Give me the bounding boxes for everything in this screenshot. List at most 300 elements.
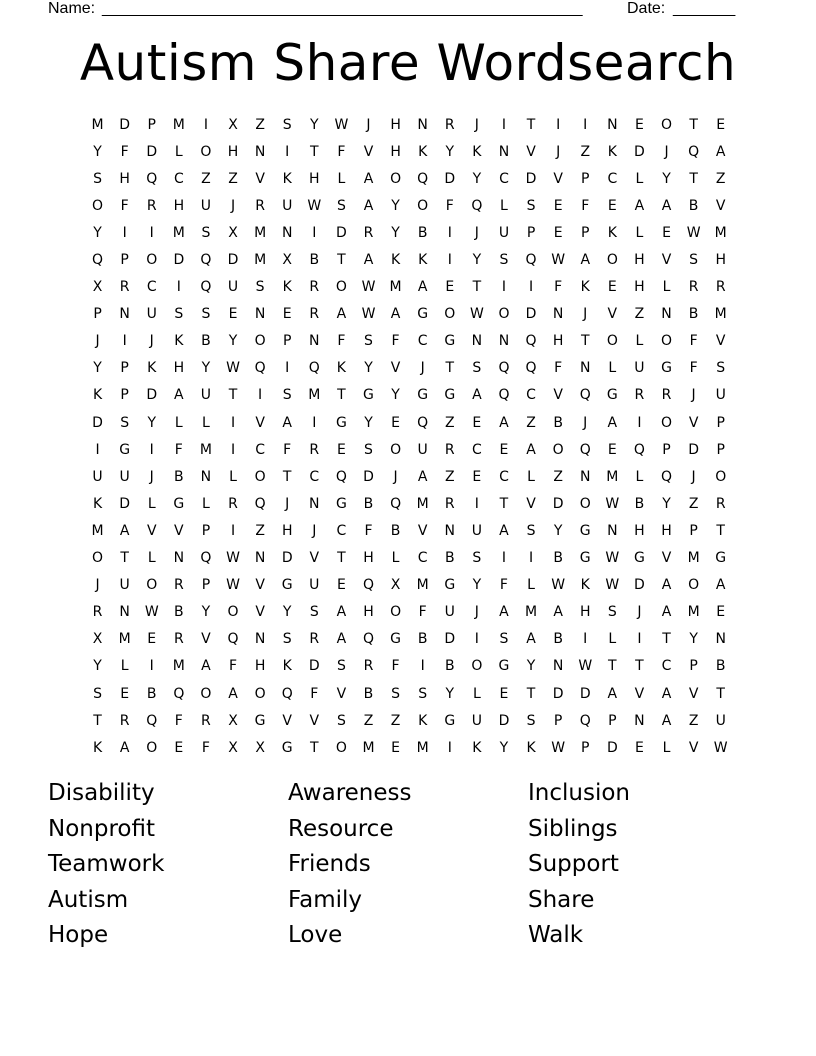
grid-letter: A: [336, 631, 347, 648]
grid-letter: G: [119, 441, 131, 458]
grid-letter: K: [418, 143, 428, 160]
grid-letter: I: [474, 631, 479, 648]
grid-letter: B: [363, 495, 374, 512]
grid-letter: T: [716, 522, 725, 539]
grid-letter: R: [228, 495, 238, 512]
grid-letter: G: [444, 712, 456, 729]
grid-letter: G: [335, 495, 347, 512]
word-list-item: Siblings: [528, 815, 618, 842]
grid-letter: N: [254, 306, 266, 323]
grid-letter: V: [715, 197, 726, 214]
grid-letter: J: [583, 414, 588, 431]
grid-letter: Q: [633, 441, 645, 458]
grid-letter: Z: [444, 414, 455, 431]
grid-letter: F: [581, 197, 590, 214]
grid-letter: Z: [688, 495, 699, 512]
word-list-item: Love: [288, 922, 343, 948]
grid-letter: M: [254, 252, 267, 269]
grid-letter: U: [471, 712, 482, 729]
grid-letter: Z: [390, 712, 401, 729]
grid-letter: U: [92, 468, 103, 485]
grid-letter: E: [336, 441, 346, 458]
grid-letter: K: [418, 252, 428, 269]
grid-letter: A: [174, 387, 184, 404]
grid-letter: N: [715, 631, 726, 648]
grid-letter: D: [525, 306, 537, 323]
grid-letter: M: [714, 224, 727, 241]
grid-letter: H: [173, 197, 185, 214]
grid-letter: J: [474, 116, 479, 133]
grid-letter: L: [174, 414, 183, 431]
grid-letter: C: [309, 468, 320, 485]
grid-letter: V: [553, 170, 563, 187]
grid-letter: S: [120, 414, 130, 431]
grid-letter: R: [309, 441, 320, 458]
grid-letter: L: [120, 658, 129, 675]
grid-letter: R: [363, 224, 374, 241]
grid-letter: B: [634, 495, 645, 512]
grid-letter: J: [393, 468, 398, 485]
letter-grid: [84, 111, 734, 761]
grid-letter: D: [688, 441, 699, 458]
grid-letter: O: [254, 685, 266, 702]
grid-letter: O: [227, 604, 239, 621]
grid-letter: O: [661, 414, 673, 431]
grid-letter: Y: [228, 333, 238, 350]
grid-letter: M: [308, 387, 321, 404]
grid-letter: K: [282, 170, 292, 187]
grid-letter: Q: [579, 441, 591, 458]
grid-letter: U: [471, 522, 482, 539]
grid-letter: A: [228, 685, 238, 702]
grid-letter: N: [579, 468, 591, 485]
grid-letter: D: [606, 739, 618, 756]
grid-letter: Q: [281, 685, 293, 702]
grid-letter: M: [416, 495, 429, 512]
grid-letter: E: [634, 739, 644, 756]
page-title: Autism Share Wordsearch: [79, 34, 737, 92]
word-list-item: Walk: [528, 922, 584, 948]
grid-letter: O: [92, 197, 104, 214]
grid-letter: C: [255, 441, 265, 458]
grid-letter: S: [526, 522, 536, 539]
grid-letter: J: [312, 522, 317, 539]
grid-letter: Z: [715, 170, 726, 187]
grid-letter: O: [471, 658, 483, 675]
grid-letter: Q: [308, 360, 320, 377]
grid-letter: L: [635, 333, 644, 350]
grid-letter: H: [634, 252, 645, 269]
grid-letter: L: [202, 414, 210, 431]
grid-letter: N: [254, 631, 266, 648]
grid-letter: Q: [227, 631, 239, 648]
grid-letter: Q: [362, 631, 374, 648]
grid-letter: H: [634, 522, 645, 539]
grid-letter: W: [605, 550, 620, 567]
grid-letter: A: [661, 197, 672, 214]
grid-letter: B: [146, 685, 157, 702]
grid-letter: I: [637, 631, 642, 648]
grid-letter: X: [92, 631, 103, 648]
word-list-item: Family: [288, 886, 363, 913]
grid-letter: H: [363, 550, 374, 567]
grid-letter: F: [391, 333, 400, 350]
grid-letter: V: [661, 252, 672, 269]
grid-letter: S: [364, 333, 373, 350]
grid-letter: R: [444, 495, 455, 512]
grid-letter: O: [661, 333, 673, 350]
grid-letter: N: [417, 116, 428, 133]
grid-letter: U: [444, 604, 455, 621]
grid-letter: Q: [525, 333, 537, 350]
grid-letter: Q: [200, 550, 212, 567]
grid-letter: A: [580, 252, 591, 269]
grid-letter: M: [91, 116, 104, 133]
grid-letter: W: [551, 739, 566, 756]
grid-letter: H: [661, 522, 672, 539]
grid-letter: Q: [146, 170, 158, 187]
grid-letter: L: [527, 577, 535, 594]
grid-letter: L: [635, 468, 644, 485]
grid-letter: N: [309, 333, 320, 350]
grid-letter: K: [418, 712, 428, 729]
grid-letter: O: [146, 252, 158, 269]
grid-letter: B: [553, 414, 563, 431]
grid-letter: E: [634, 116, 644, 133]
grid-letter: T: [526, 685, 536, 702]
grid-letter: T: [337, 252, 346, 269]
grid-letter: Y: [391, 387, 400, 404]
grid-letter: K: [472, 739, 482, 756]
grid-letter: E: [391, 414, 400, 431]
grid-letter: A: [553, 604, 563, 621]
grid-letter: N: [498, 333, 510, 350]
grid-letter: K: [526, 739, 536, 756]
grid-letter: O: [606, 333, 618, 350]
grid-letter: S: [607, 604, 617, 621]
grid-letter: Y: [445, 143, 455, 160]
grid-letter: D: [634, 577, 645, 594]
grid-letter: F: [201, 739, 210, 756]
grid-letter: S: [282, 631, 292, 648]
grid-letter: I: [312, 414, 317, 431]
grid-letter: F: [174, 441, 183, 458]
grid-letter: A: [634, 197, 645, 214]
grid-letter: D: [634, 143, 645, 160]
grid-letter: H: [281, 522, 293, 539]
grid-letter: X: [228, 712, 238, 729]
grid-letter: L: [635, 170, 644, 187]
grid-letter: Q: [498, 360, 510, 377]
grid-letter: K: [607, 143, 617, 160]
grid-letter: R: [173, 577, 184, 594]
grid-letter: F: [174, 712, 183, 729]
grid-letter: Y: [499, 739, 509, 756]
grid-letter: K: [92, 739, 103, 756]
word-list-item: Disability: [48, 780, 155, 806]
grid-letter: H: [363, 604, 374, 621]
grid-letter: G: [444, 333, 456, 350]
grid-letter: U: [227, 279, 239, 296]
grid-letter: O: [444, 306, 456, 323]
grid-letter: N: [200, 468, 212, 485]
grid-letter: W: [361, 306, 376, 323]
grid-letter: R: [309, 306, 320, 323]
grid-letter: Y: [282, 604, 292, 621]
date-blank-line: _______: [673, 0, 736, 17]
grid-letter: X: [255, 739, 265, 756]
grid-letter: W: [307, 197, 322, 214]
grid-letter: T: [689, 170, 698, 187]
grid-letter: U: [634, 360, 645, 377]
grid-letter: E: [716, 604, 726, 621]
grid-letter: I: [474, 495, 479, 512]
grid-letter: Z: [255, 522, 265, 539]
grid-letter: F: [554, 360, 563, 377]
grid-letter: S: [499, 252, 509, 269]
grid-letter: R: [201, 712, 211, 729]
grid-letter: O: [606, 252, 618, 269]
grid-letter: K: [390, 252, 401, 269]
grid-letter: P: [147, 116, 156, 133]
grid-letter: H: [579, 604, 591, 621]
grid-letter: G: [715, 550, 727, 567]
grid-letter: W: [226, 577, 240, 594]
grid-letter: O: [335, 279, 347, 296]
grid-letter: B: [363, 685, 374, 702]
grid-letter: Y: [553, 522, 563, 539]
grid-letter: W: [713, 739, 728, 756]
grid-letter: O: [254, 333, 266, 350]
grid-letter: T: [337, 387, 346, 404]
grid-letter: Y: [310, 116, 319, 133]
grid-letter: C: [417, 333, 428, 350]
grid-letter: V: [661, 550, 672, 567]
grid-letter: C: [471, 441, 482, 458]
grid-letter: S: [93, 685, 102, 702]
grid-letter: P: [282, 333, 292, 350]
grid-letter: M: [91, 522, 104, 539]
grid-letter: Y: [364, 360, 373, 377]
grid-letter: Z: [255, 116, 265, 133]
grid-letter: C: [336, 522, 347, 539]
grid-letter: I: [122, 224, 127, 241]
grid-letter: P: [581, 170, 590, 187]
grid-letter: I: [149, 224, 154, 241]
grid-letter: F: [554, 279, 563, 296]
grid-letter: Y: [526, 658, 536, 675]
grid-letter: M: [416, 577, 429, 594]
grid-letter: E: [120, 685, 130, 702]
grid-letter: V: [526, 143, 536, 160]
grid-letter: K: [580, 577, 590, 594]
grid-letter: K: [607, 224, 617, 241]
grid-letter: N: [579, 360, 591, 377]
grid-letter: P: [120, 360, 129, 377]
grid-letter: E: [553, 197, 563, 214]
grid-letter: B: [174, 604, 184, 621]
grid-letter: Y: [662, 495, 671, 512]
header-fields: [48, 0, 748, 20]
grid-letter: Q: [498, 387, 510, 404]
grid-letter: C: [526, 387, 536, 404]
grid-letter: A: [607, 685, 618, 702]
grid-letter: I: [556, 116, 561, 133]
grid-letter: B: [201, 333, 211, 350]
grid-letter: X: [228, 739, 238, 756]
grid-letter: S: [418, 685, 428, 702]
grid-letter: Q: [688, 143, 700, 160]
word-list-item: Resource: [288, 815, 394, 842]
grid-letter: P: [201, 522, 211, 539]
grid-letter: A: [282, 414, 292, 431]
grid-letter: N: [173, 550, 185, 567]
word-list-item: Nonprofit: [48, 815, 155, 842]
word-list-item: Autism: [48, 886, 129, 913]
grid-letter: Q: [335, 468, 347, 485]
grid-letter: Y: [364, 414, 373, 431]
grid-letter: I: [501, 279, 507, 296]
grid-letter: Q: [92, 252, 104, 269]
grid-letter: L: [202, 495, 210, 512]
grid-letter: H: [390, 143, 401, 160]
grid-letter: T: [445, 360, 455, 377]
grid-letter: N: [552, 306, 564, 323]
grid-letter: Y: [93, 143, 102, 160]
grid-letter: G: [363, 387, 374, 404]
grid-letter: I: [258, 387, 263, 404]
grid-letter: A: [417, 468, 428, 485]
grid-letter: A: [417, 279, 428, 296]
grid-letter: J: [556, 143, 561, 160]
grid-letter: L: [635, 224, 644, 241]
grid-letter: C: [661, 658, 672, 675]
grid-letter: J: [420, 360, 425, 377]
grid-letter: R: [715, 495, 726, 512]
grid-letter: M: [172, 224, 185, 241]
grid-letter: R: [715, 279, 726, 296]
grid-letter: J: [95, 577, 100, 594]
grid-letter: I: [285, 360, 290, 377]
grid-letter: Y: [93, 360, 102, 377]
grid-letter: A: [526, 441, 536, 458]
grid-letter: S: [716, 360, 726, 377]
grid-letter: V: [715, 333, 726, 350]
grid-letter: V: [363, 143, 374, 160]
grid-letter: E: [147, 631, 157, 648]
grid-letter: R: [92, 604, 103, 621]
grid-letter: F: [120, 197, 129, 214]
grid-letter: W: [551, 577, 566, 594]
grid-letter: Z: [228, 170, 238, 187]
grid-letter: T: [282, 468, 292, 485]
grid-letter: I: [176, 279, 181, 296]
grid-letter: V: [634, 685, 645, 702]
grid-letter: T: [228, 387, 238, 404]
grid-letter: I: [285, 143, 290, 160]
grid-letter: S: [201, 306, 211, 323]
grid-letter: U: [146, 306, 157, 323]
grid-letter: C: [146, 279, 157, 296]
grid-letter: S: [689, 252, 699, 269]
grid-letter: W: [605, 495, 620, 512]
grid-letter: V: [146, 522, 157, 539]
grid-letter: S: [336, 658, 346, 675]
grid-letter: G: [579, 550, 591, 567]
grid-letter: Z: [553, 468, 563, 485]
grid-letter: H: [254, 658, 266, 675]
grid-letter: V: [688, 414, 699, 431]
grid-letter: I: [447, 252, 452, 269]
grid-letter: O: [146, 577, 158, 594]
grid-letter: E: [662, 224, 671, 241]
grid-letter: S: [93, 170, 102, 187]
grid-letter: F: [689, 360, 698, 377]
grid-letter: W: [334, 116, 349, 133]
grid-letter: M: [389, 279, 402, 296]
grid-letter: I: [447, 224, 452, 241]
grid-letter: L: [174, 143, 183, 160]
grid-letter: L: [500, 197, 508, 214]
grid-letter: V: [309, 712, 320, 729]
grid-letter: N: [281, 224, 293, 241]
grid-letter: Q: [579, 712, 591, 729]
grid-letter: O: [417, 197, 429, 214]
grid-letter: P: [662, 441, 671, 458]
grid-letter: F: [391, 658, 400, 675]
grid-letter: I: [501, 116, 507, 133]
grid-letter: T: [310, 143, 319, 160]
grid-letter: Q: [254, 360, 266, 377]
grid-letter: H: [173, 360, 185, 377]
grid-letter: Y: [472, 577, 482, 594]
grid-letter: I: [203, 116, 208, 133]
grid-letter: U: [715, 387, 726, 404]
grid-letter: A: [363, 170, 374, 187]
grid-letter: M: [172, 658, 185, 675]
grid-letter: K: [472, 143, 482, 160]
grid-letter: O: [498, 306, 510, 323]
grid-letter: Q: [200, 279, 212, 296]
grid-letter: G: [417, 306, 429, 323]
grid-letter: B: [444, 550, 455, 567]
grid-letter: Y: [93, 224, 102, 241]
grid-letter: M: [172, 116, 185, 133]
grid-letter: B: [688, 306, 699, 323]
grid-letter: M: [714, 306, 727, 323]
grid-letter: Y: [147, 414, 157, 431]
grid-letter: Y: [472, 252, 482, 269]
grid-letter: N: [254, 550, 266, 567]
grid-letter: G: [633, 550, 645, 567]
grid-letter: Y: [689, 631, 698, 648]
grid-letter: Q: [525, 252, 537, 269]
grid-letter: D: [552, 685, 564, 702]
grid-letter: T: [337, 550, 346, 567]
grid-letter: S: [499, 631, 509, 648]
grid-letter: O: [552, 441, 564, 458]
grid-letter: H: [634, 279, 645, 296]
grid-letter: V: [688, 685, 699, 702]
grid-letter: W: [226, 550, 240, 567]
grid-letter: Q: [200, 252, 212, 269]
grid-letter: W: [686, 224, 701, 241]
grid-letter: Q: [471, 197, 483, 214]
grid-letter: L: [147, 550, 156, 567]
grid-letter: B: [309, 252, 320, 269]
grid-letter: G: [606, 387, 618, 404]
grid-letter: N: [661, 306, 672, 323]
